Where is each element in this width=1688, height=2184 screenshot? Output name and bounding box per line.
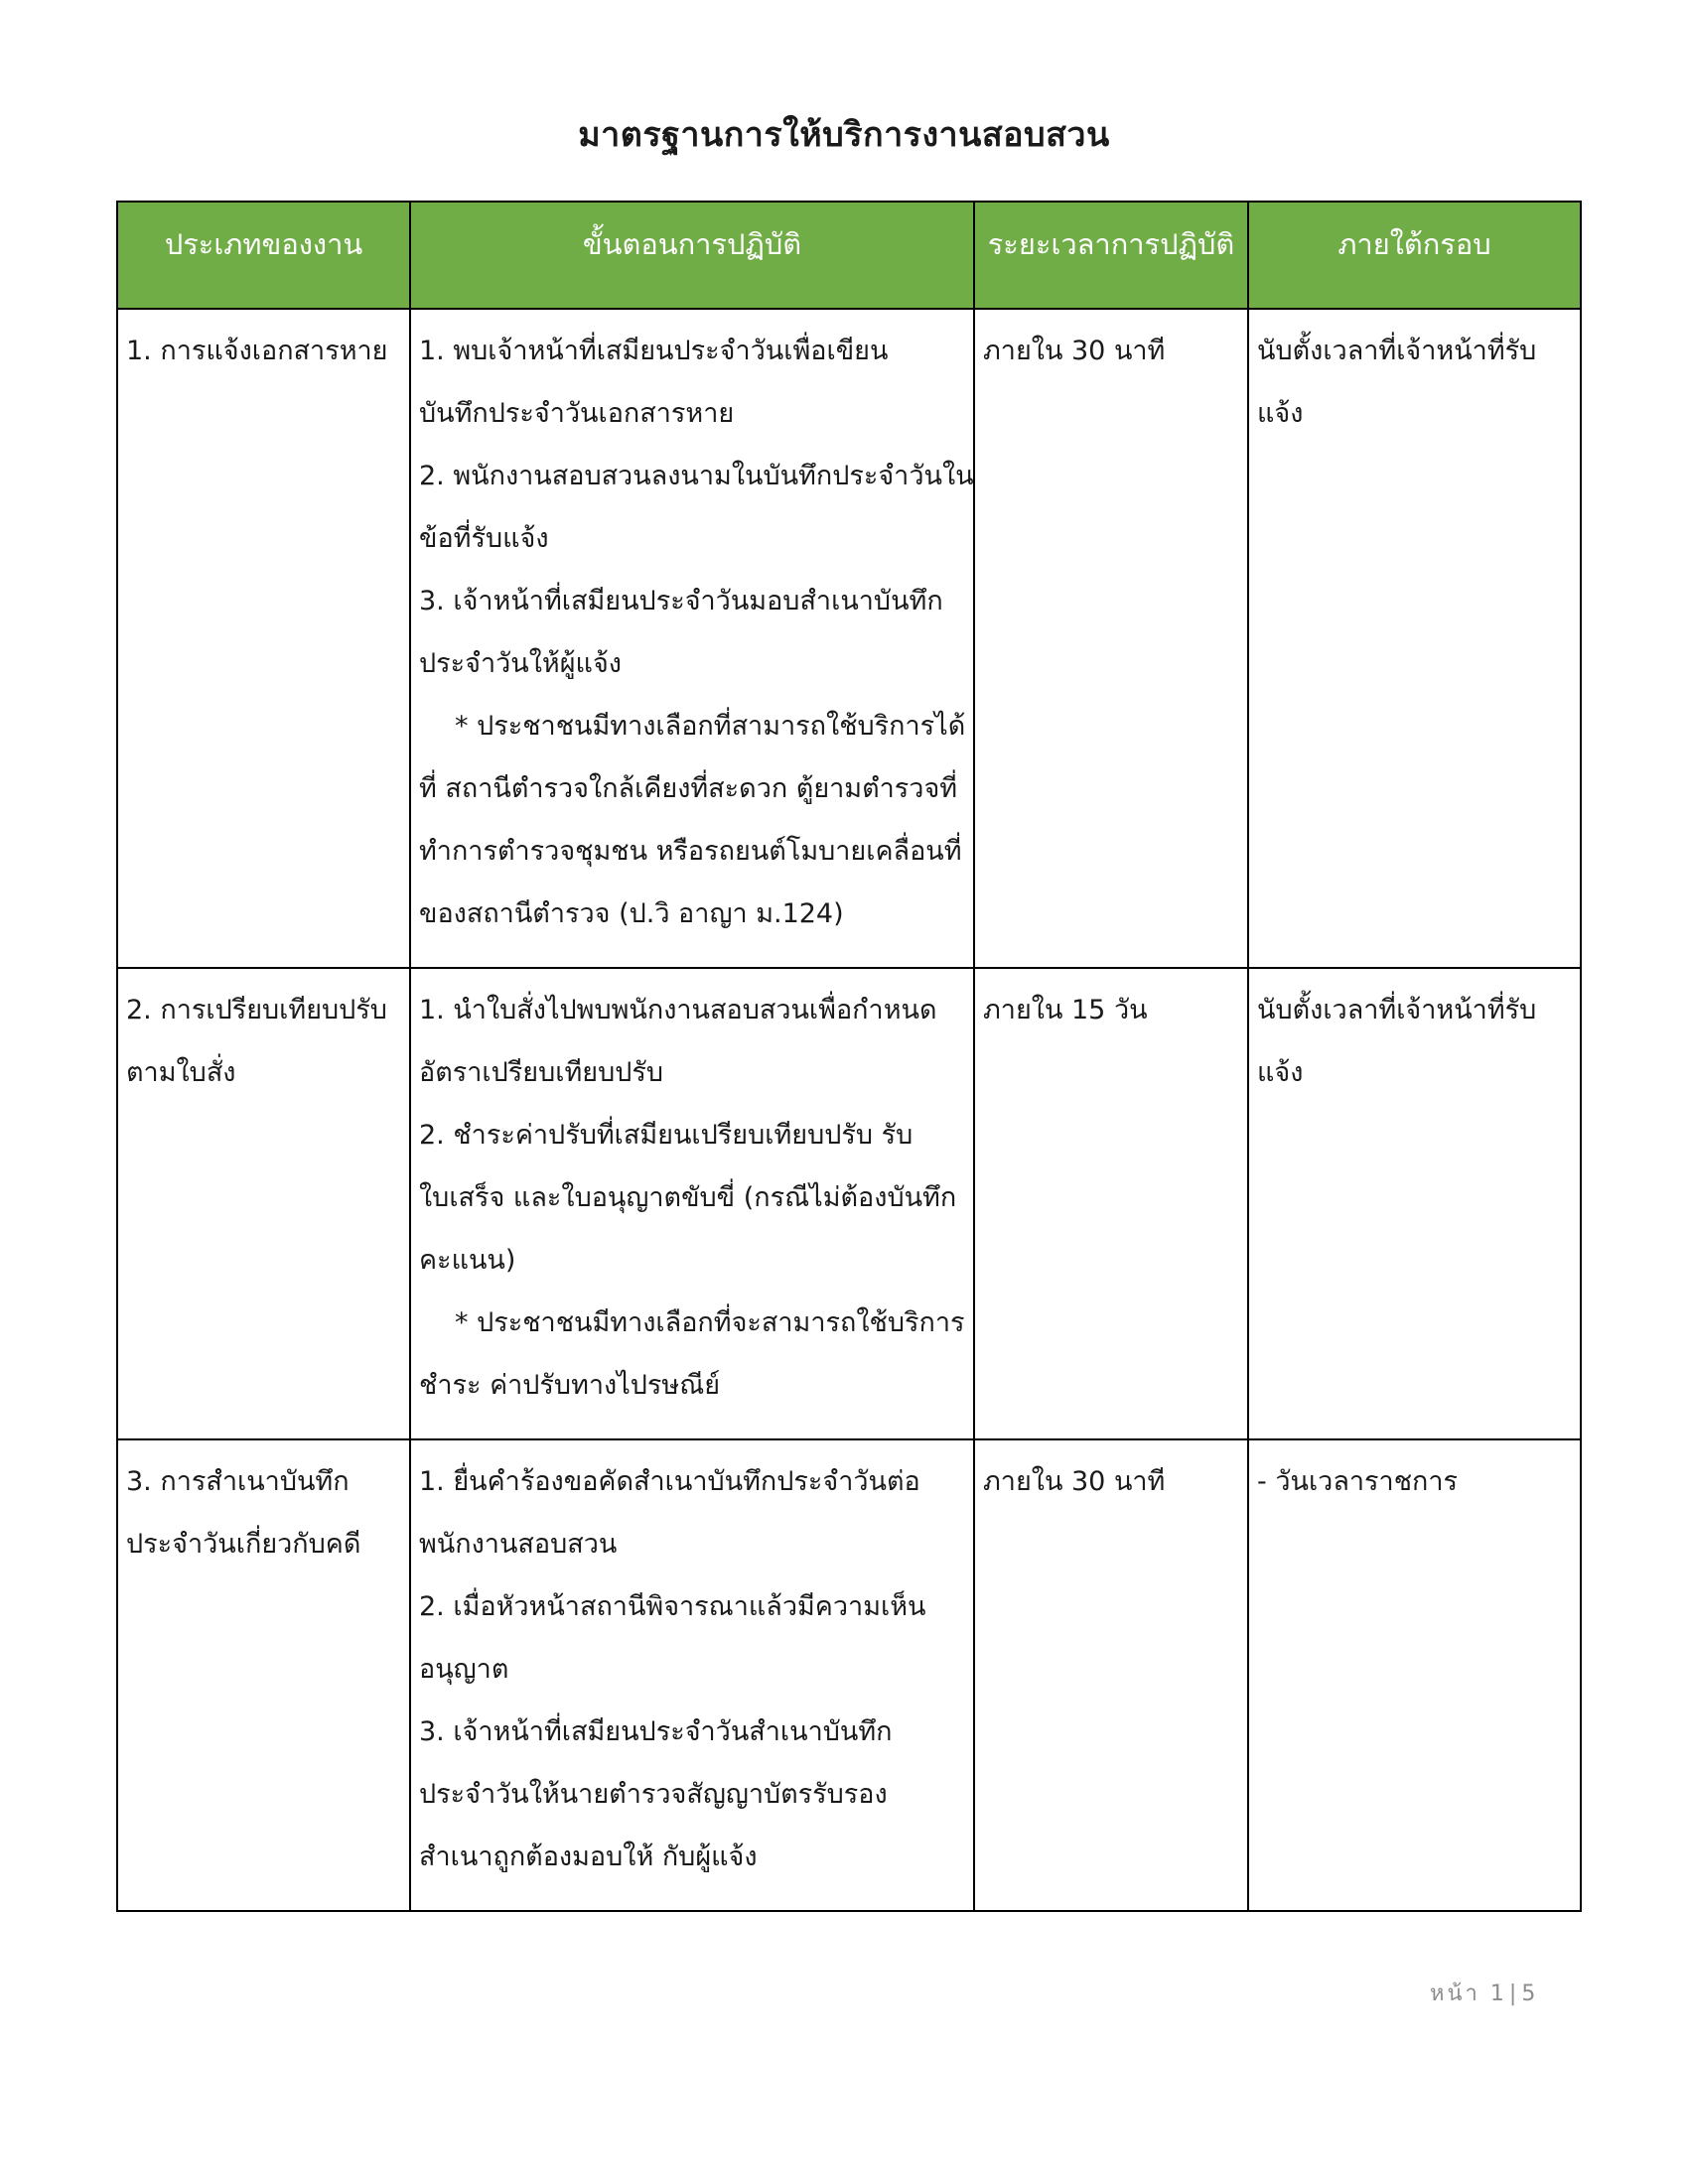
cell-line: 3. เจ้าหน้าที่เสมียนประจำวันสำเนาบันทึก xyxy=(419,1716,893,1747)
page-separator: | xyxy=(1508,1981,1520,2006)
header-duration: ระยะเวลาการปฏิบัติ xyxy=(974,202,1248,309)
cell-line: 3. เจ้าหน้าที่เสมียนประจำวันมอบสำเนาบันทึก xyxy=(419,586,943,616)
cell-line: อัตราเปรียบเทียบปรับ xyxy=(419,1057,664,1088)
cell-line: อนุญาต xyxy=(419,1654,509,1685)
cell-line: นับตั้งเวลาที่เจ้าหน้าที่รับ xyxy=(1257,336,1537,366)
cell-line: 1. นำใบสั่งไปพบพนักงานสอบสวนเพื่อกำหนด xyxy=(419,995,937,1025)
table-row xyxy=(117,968,1581,1439)
cell-work-type xyxy=(117,1439,410,1911)
cell-line: 2. การเปรียบเทียบปรับ xyxy=(126,995,387,1025)
cell-line: ภายใน 15 วัน xyxy=(983,995,1148,1025)
cell-line: ของสถานีตำรวจ (ป.วิ อาญา ม.124) xyxy=(419,898,844,929)
cell-procedure xyxy=(410,309,974,968)
cell-procedure xyxy=(410,1439,974,1911)
header-work-type: ประเภทของงาน xyxy=(117,202,410,309)
cell-line: ข้อที่รับแจ้ง xyxy=(419,523,549,554)
header-procedure: ขั้นตอนการปฏิบัติ xyxy=(410,202,974,309)
cell-line: ทำการตำรวจชุมชน หรือรถยนต์โมบายเคลื่อนที่ xyxy=(419,836,962,867)
page-title: มาตรฐานการให้บริการงานสอบสวน xyxy=(578,115,1110,155)
cell-line: 2. เมื่อหัวหน้าสถานีพิจารณาแล้วมีความเห็น xyxy=(419,1591,926,1622)
cell-line: นับตั้งเวลาที่เจ้าหน้าที่รับ xyxy=(1257,995,1537,1025)
cell-line: 1. ยื่นคำร้องขอคัดสำเนาบันทึกประจำวันต่อ xyxy=(419,1466,920,1497)
cell-line: 2. ชำระค่าปรับที่เสมียนเปรียบเทียบปรับ รับ xyxy=(419,1120,914,1151)
cell-line: 1. การแจ้งเอกสารหาย xyxy=(126,336,388,366)
cell-line: 2. พนักงานสอบสวนลงนามในบันทึกประจำวันใน xyxy=(419,461,974,491)
table-row xyxy=(117,309,1581,968)
total-pages: 5 xyxy=(1521,1981,1539,2006)
cell-duration xyxy=(974,968,1248,1439)
cell-line: ภายใน 30 นาที xyxy=(983,1466,1166,1497)
page-number: 1 xyxy=(1489,1981,1507,2006)
cell-line: ประจำวันเกี่ยวกับคดี xyxy=(126,1529,361,1560)
cell-line: พนักงานสอบสวน xyxy=(419,1529,618,1560)
cell-line-note: * ประชาชนมีทางเลือกที่สามารถใช้บริการได้ xyxy=(455,711,966,742)
cell-line: - วันเวลาราชการ xyxy=(1257,1466,1459,1497)
cell-line: ใบเสร็จ และใบอนุญาตขับขี่ (กรณีไม่ต้องบันทึก xyxy=(419,1182,957,1213)
cell-line: ประจำวันให้นายตำรวจสัญญาบัตรรับรอง xyxy=(419,1779,888,1810)
cell-duration xyxy=(974,309,1248,968)
table-row xyxy=(117,1439,1581,1911)
header-framework: ภายใต้กรอบ xyxy=(1248,202,1581,309)
cell-line: 1. พบเจ้าหน้าที่เสมียนประจำวันเพื่อเขียน xyxy=(419,336,889,366)
cell-line-note: * ประชาชนมีทางเลือกที่จะสามารถใช้บริการ xyxy=(455,1307,965,1338)
cell-work-type xyxy=(117,968,410,1439)
cell-line: ที่ สถานีตำรวจใกล้เคียงที่สะดวก ตู้ยามตำรวจที่ xyxy=(419,773,958,804)
cell-line: ประจำวันให้ผู้แจ้ง xyxy=(419,648,622,679)
cell-framework xyxy=(1248,309,1581,968)
page-footer xyxy=(1430,1976,1538,2010)
cell-line: บันทึกประจำวันเอกสารหาย xyxy=(419,398,735,429)
cell-framework xyxy=(1248,968,1581,1439)
cell-duration xyxy=(974,1439,1248,1911)
cell-line: ภายใน 30 นาที xyxy=(983,336,1166,366)
cell-line: แจ้ง xyxy=(1257,398,1304,429)
cell-procedure xyxy=(410,968,974,1439)
cell-line: แจ้ง xyxy=(1257,1057,1304,1088)
service-standard-table xyxy=(116,201,1582,1912)
cell-line: 3. การสำเนาบันทึก xyxy=(126,1466,350,1497)
table-header-row xyxy=(117,202,1581,309)
cell-framework xyxy=(1248,1439,1581,1911)
cell-work-type xyxy=(117,309,410,968)
cell-line: ตามใบสั่ง xyxy=(126,1057,236,1088)
cell-line: สำเนาถูกต้องมอบให้ กับผู้แจ้ง xyxy=(419,1842,758,1872)
cell-line: คะแนน) xyxy=(419,1245,516,1276)
page-label: หน้า xyxy=(1430,1981,1480,2006)
cell-line: ชำระ ค่าปรับทางไปรษณีย์ xyxy=(419,1370,721,1401)
